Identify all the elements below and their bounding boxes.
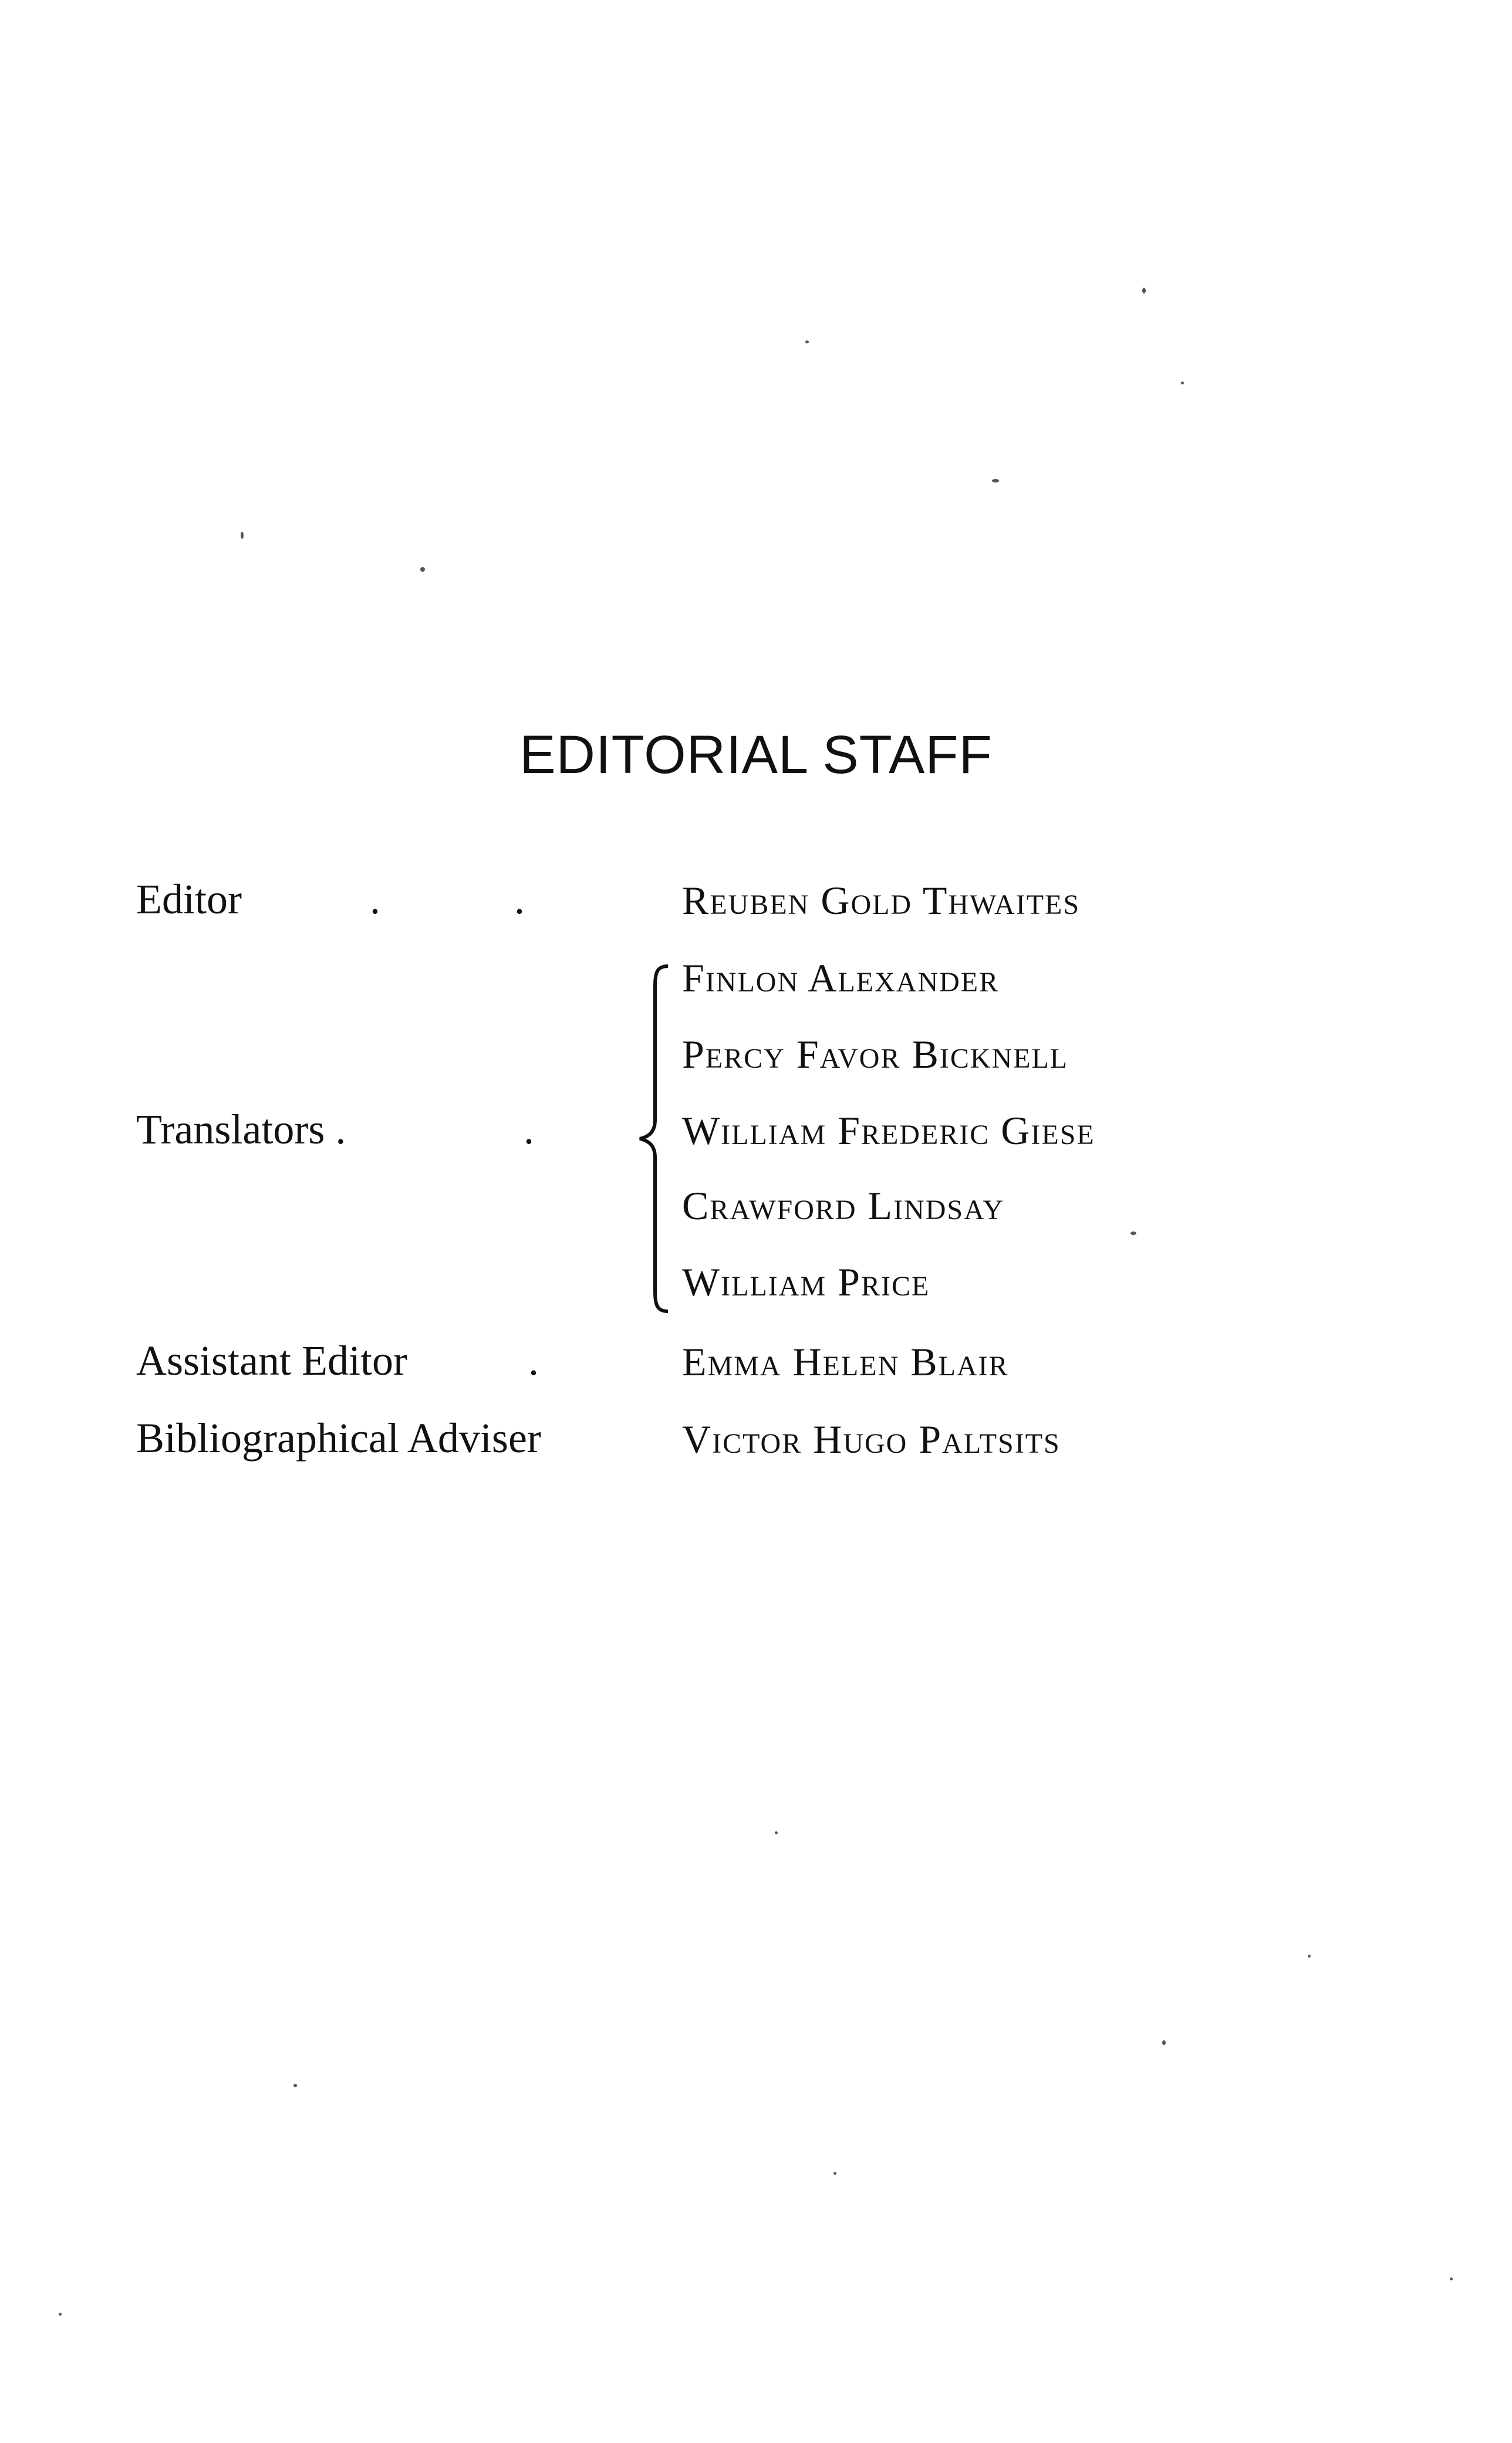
translators-brace: [627, 963, 674, 1315]
leader-translators: .: [524, 1106, 534, 1153]
leader-assistant-editor: .: [528, 1337, 539, 1384]
name-translator-4: Crawford Lindsay: [682, 1183, 1005, 1228]
leader-editor: . .: [370, 876, 525, 923]
name-assistant-editor: Emma Helen Blair: [682, 1339, 1009, 1384]
scan-speck: [833, 2172, 836, 2175]
role-bibliographical-adviser: Bibliographical Adviser: [136, 1415, 541, 1462]
scan-speck: [241, 532, 244, 539]
scan-speck: [1308, 1955, 1311, 1958]
scan-speck: [1130, 1231, 1136, 1235]
name-editor: Reuben Gold Thwaites: [682, 878, 1081, 923]
role-editor: Editor: [136, 876, 242, 923]
role-assistant-editor: Assistant Editor: [136, 1337, 407, 1384]
scan-speck: [992, 479, 999, 482]
scan-speck: [805, 340, 809, 343]
scan-speck: [1181, 382, 1184, 384]
scan-speck: [293, 2084, 297, 2087]
role-translators: Translators .: [136, 1106, 346, 1153]
scan-speck: [1162, 2040, 1166, 2045]
name-translator-1: Finlon Alexander: [682, 956, 1000, 1000]
scan-speck: [420, 567, 425, 572]
scan-speck: [1142, 288, 1146, 293]
name-translator-2: Percy Favor Bicknell: [682, 1032, 1069, 1077]
scan-speck: [1450, 2277, 1453, 2280]
name-bibliographical-adviser: Victor Hugo Paltsits: [682, 1417, 1061, 1462]
scan-speck: [59, 2313, 62, 2316]
scan-speck: [775, 1831, 778, 1834]
name-translator-5: William Price: [682, 1260, 930, 1304]
name-translator-3: William Frederic Giese: [682, 1108, 1095, 1153]
page-title: EDITORIAL STAFF: [519, 725, 993, 785]
